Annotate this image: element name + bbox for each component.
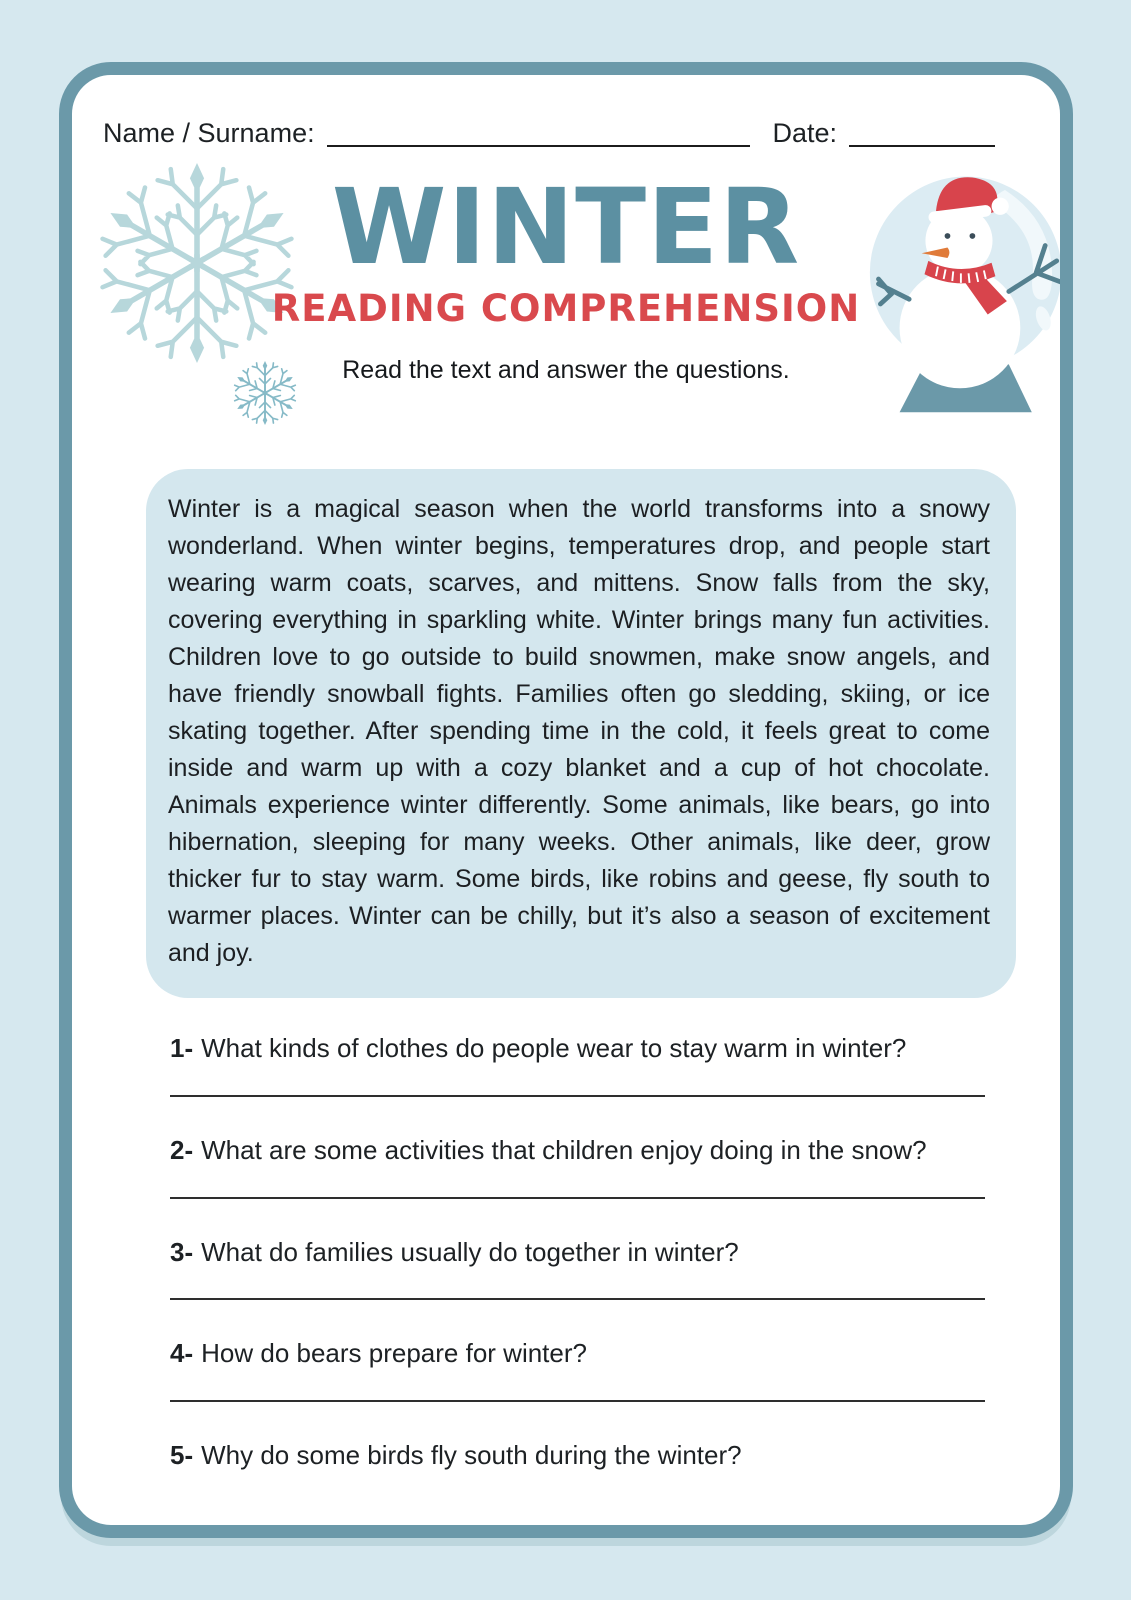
name-label: Name / Surname:	[103, 117, 315, 148]
question-item	[170, 1236, 985, 1301]
instruction-text: Read the text and answer the questions.	[342, 356, 790, 384]
answer-line[interactable]	[170, 1195, 985, 1199]
answer-line[interactable]	[170, 1529, 985, 1533]
question-text: What kinds of clothes do people wear to stay warm in winter?	[201, 1033, 907, 1063]
question-text: Why do some birds fly south during the winter?	[201, 1440, 742, 1471]
question-number: 3-	[170, 1236, 194, 1267]
page-title: WINTER	[331, 166, 801, 288]
date-label: Date:	[772, 117, 837, 148]
name-input-line[interactable]	[327, 115, 751, 147]
header-section	[103, 163, 1029, 459]
worksheet-card	[59, 62, 1073, 1538]
question-text: What are some activities that children enjoy doing in the snow?	[201, 1134, 927, 1165]
reading-passage: Winter is a magical season when the world transforms into a snowy wonderland. When winter begins, temperatures drop, and people start wearing warm coats, scarves, and mittens. Snow falls from the sky, covering everything in sparkling white. Winter brings many fun activities. Children love to go outside to build snowmen, make snow angels, and have friendly snowball fights. Families often go sledding, skiing, or ice skating together. After spending time in the cold, it feels great to come inside and warm up with a cozy blanket and a cup of hot chocolate. Animals experience winter differently. Some animals, like bears, go into hibernation, sleeping for many weeks. Other animals, like deer, grow thicker fur to stay warm. Some birds, like robins and geese, fly south to warmer places. Winter can be chilly, but it’s also a season of excitement and joy.	[146, 469, 1016, 998]
question-number: 2-	[170, 1134, 194, 1165]
question-item	[170, 1134, 985, 1199]
question-item	[170, 1337, 985, 1402]
question-item	[170, 1439, 985, 1533]
question-text: How do bears prepare for winter?	[201, 1338, 587, 1369]
question-text: What do families usually do together in winter?	[201, 1236, 739, 1267]
questions-section	[170, 1032, 985, 1533]
page-subtitle: READING COMPREHENSION	[271, 287, 861, 330]
answer-line[interactable]	[170, 1296, 985, 1300]
date-input-line[interactable]	[849, 115, 995, 147]
question-number: 5-	[170, 1440, 194, 1471]
question-number: 1-	[170, 1033, 194, 1063]
question-number: 4-	[170, 1338, 194, 1369]
answer-line[interactable]	[170, 1093, 985, 1097]
question-item	[170, 1032, 985, 1097]
answer-line[interactable]	[170, 1398, 985, 1402]
title-block	[103, 163, 1029, 385]
meta-row	[103, 115, 1029, 149]
